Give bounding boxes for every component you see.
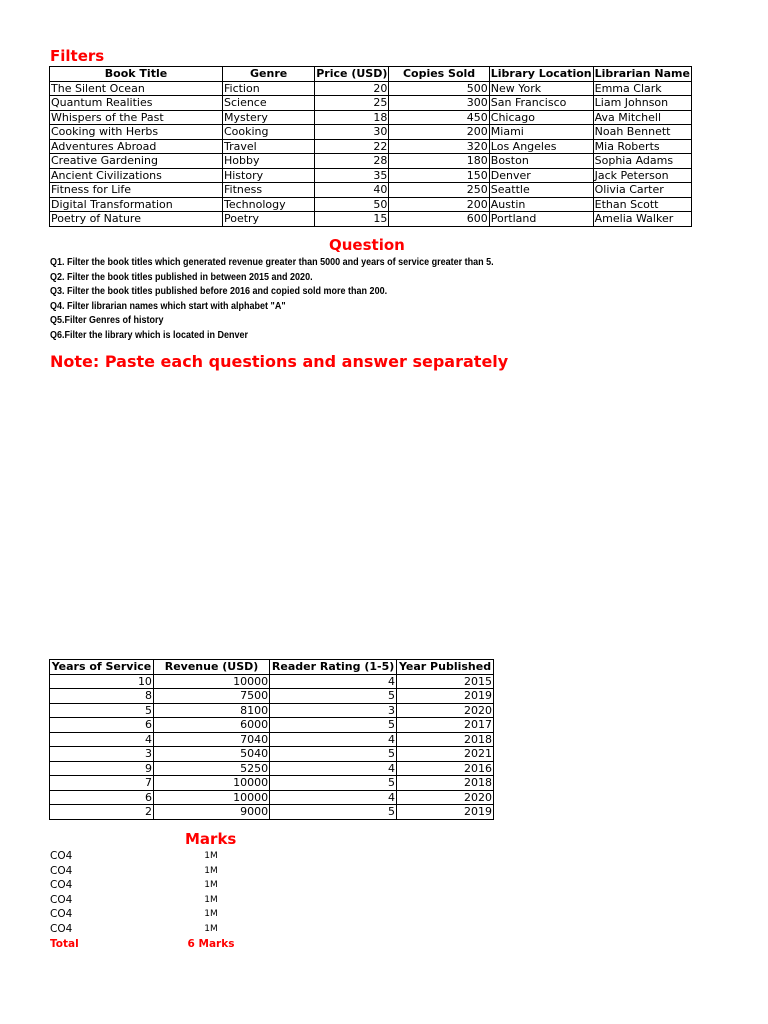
cell-book-title: Creative Gardening [50, 154, 223, 169]
cell-librarian-name: Olivia Carter [593, 183, 691, 198]
marks-co-list [50, 849, 79, 951]
book-table [49, 66, 692, 227]
col-header-revenue: Revenue (USD) [153, 660, 269, 675]
table-row [50, 747, 494, 762]
cell-revenue: 5040 [153, 747, 269, 762]
cell-library-location: New York [489, 81, 593, 96]
cell-copies-sold: 200 [389, 125, 489, 140]
cell-library-location: Austin [489, 197, 593, 212]
table-row [50, 674, 494, 689]
cell-revenue: 6000 [153, 718, 269, 733]
cell-librarian-name: Noah Bennett [593, 125, 691, 140]
cell-year-published: 2016 [397, 761, 494, 776]
table-row [50, 805, 494, 820]
mark-co-label: CO4 [50, 864, 73, 877]
cell-genre: Hobby [222, 154, 314, 169]
question-item: Q6.Filter the library which is located in Denver [50, 329, 249, 341]
cell-reader-rating: 5 [270, 718, 397, 733]
cell-year-published: 2020 [397, 703, 494, 718]
cell-price: 22 [315, 139, 389, 154]
cell-reader-rating: 4 [270, 732, 397, 747]
cell-revenue: 10000 [153, 674, 269, 689]
cell-genre: History [222, 168, 314, 183]
cell-price: 35 [315, 168, 389, 183]
cell-book-title: The Silent Ocean [50, 81, 223, 96]
mark-co-label: CO4 [50, 850, 73, 862]
cell-year-published: 2019 [397, 689, 494, 704]
cell-reader-rating: 5 [270, 776, 397, 791]
mark-value: 1M [204, 894, 218, 905]
cell-reader-rating: 5 [270, 747, 397, 762]
mark-value: 1M [204, 880, 218, 891]
cell-price: 25 [315, 96, 389, 111]
cell-reader-rating: 4 [270, 674, 397, 689]
cell-librarian-name: Liam Johnson [593, 96, 691, 111]
mark-co-label: CO4 [50, 922, 73, 935]
col-header-reader-rating: Reader Rating (1-5) [270, 660, 397, 675]
cell-years-of-service: 8 [50, 689, 154, 704]
cell-library-location: Los Angeles [489, 139, 593, 154]
cell-librarian-name: Mia Roberts [593, 139, 691, 154]
cell-price: 30 [315, 125, 389, 140]
cell-years-of-service: 6 [50, 790, 154, 805]
question-heading: Question [329, 236, 405, 254]
cell-library-location: Portland [489, 212, 593, 227]
cell-genre: Science [222, 96, 314, 111]
service-table [49, 659, 494, 820]
cell-book-title: Whispers of the Past [50, 110, 223, 125]
cell-copies-sold: 450 [389, 110, 489, 125]
cell-copies-sold: 180 [389, 154, 489, 169]
cell-book-title: Poetry of Nature [50, 212, 223, 227]
table-row [50, 183, 692, 198]
cell-price: 18 [315, 110, 389, 125]
cell-library-location: Chicago [489, 110, 593, 125]
cell-copies-sold: 250 [389, 183, 489, 198]
cell-year-published: 2021 [397, 747, 494, 762]
table-row [50, 212, 692, 227]
cell-genre: Technology [222, 197, 314, 212]
cell-price: 40 [315, 183, 389, 198]
cell-library-location: Miami [489, 125, 593, 140]
cell-year-published: 2018 [397, 776, 494, 791]
table-row [50, 125, 692, 140]
cell-revenue: 7500 [153, 689, 269, 704]
cell-library-location: Denver [489, 168, 593, 183]
cell-years-of-service: 3 [50, 747, 154, 762]
cell-library-location: Seattle [489, 183, 593, 198]
table-row [50, 689, 494, 704]
question-item: Q3. Filter the book titles published before 2016 and copied sold more than 200. [50, 286, 388, 298]
col-header-price: Price (USD) [316, 67, 388, 80]
total-label: Total [50, 937, 79, 950]
cell-years-of-service: 2 [50, 805, 154, 820]
cell-year-published: 2020 [397, 790, 494, 805]
mark-co-label: CO4 [50, 893, 73, 906]
table-row [50, 776, 494, 791]
cell-book-title: Ancient Civilizations [50, 168, 223, 183]
mark-co-label: CO4 [50, 908, 73, 921]
table-row [50, 96, 692, 111]
col-header-librarian-name: Librarian Name [594, 67, 690, 80]
col-header-year-published: Year Published [397, 660, 494, 675]
col-header-genre: Genre [222, 67, 314, 82]
cell-book-title: Fitness for Life [50, 183, 223, 198]
cell-copies-sold: 600 [389, 212, 489, 227]
cell-year-published: 2015 [397, 674, 494, 689]
cell-reader-rating: 3 [270, 703, 397, 718]
col-header-library-location: Library Location [490, 67, 592, 80]
mark-co-label: CO4 [50, 879, 73, 892]
cell-librarian-name: Jack Peterson [593, 168, 691, 183]
cell-years-of-service: 5 [50, 703, 154, 718]
mark-value: 1M [204, 851, 218, 861]
table-row [50, 732, 494, 747]
table-row [50, 110, 692, 125]
cell-librarian-name: Ethan Scott [593, 197, 691, 212]
table-row [50, 718, 494, 733]
question-item: Q5.Filter Genres of history [50, 315, 164, 327]
questions-list [50, 256, 662, 344]
col-header-copies-sold: Copies Sold [389, 67, 489, 82]
table-row [50, 168, 692, 183]
question-item: Q4. Filter librarian names which start with alphabet "A" [50, 300, 286, 312]
question-item: Q2. Filter the book titles published in between 2015 and 2020. [50, 271, 313, 283]
cell-reader-rating: 4 [270, 790, 397, 805]
cell-copies-sold: 300 [389, 96, 489, 111]
question-item: Q1. Filter the book titles which generated revenue greater than 5000 and years of service greater than 5. [50, 257, 494, 268]
cell-price: 50 [315, 197, 389, 212]
cell-copies-sold: 320 [389, 139, 489, 154]
cell-book-title: Digital Transformation [50, 197, 223, 212]
book-table-header-row [50, 67, 692, 82]
cell-years-of-service: 4 [50, 732, 154, 747]
cell-reader-rating: 5 [270, 689, 397, 704]
filters-heading: Filters [50, 47, 105, 65]
col-header-book-title: Book Title [50, 67, 223, 82]
cell-librarian-name: Amelia Walker [593, 212, 691, 227]
cell-library-location: San Francisco [489, 96, 593, 111]
cell-librarian-name: Emma Clark [593, 81, 691, 96]
cell-copies-sold: 200 [389, 197, 489, 212]
cell-librarian-name: Sophia Adams [593, 154, 691, 169]
mark-value: 1M [204, 923, 218, 934]
mark-value: 1M [204, 865, 218, 876]
cell-price: 28 [315, 154, 389, 169]
cell-price: 20 [315, 81, 389, 96]
cell-revenue: 5250 [153, 761, 269, 776]
cell-genre: Mystery [222, 110, 314, 125]
cell-price: 15 [315, 212, 389, 227]
cell-reader-rating: 5 [270, 805, 397, 820]
cell-genre: Cooking [222, 125, 314, 140]
cell-years-of-service: 7 [50, 776, 154, 791]
cell-revenue: 8100 [153, 703, 269, 718]
table-row [50, 81, 692, 96]
cell-copies-sold: 150 [389, 168, 489, 183]
cell-genre: Fiction [222, 81, 314, 96]
cell-revenue: 10000 [153, 776, 269, 791]
mark-value: 1M [204, 909, 218, 920]
cell-revenue: 7040 [153, 732, 269, 747]
cell-genre: Travel [222, 139, 314, 154]
cell-years-of-service: 6 [50, 718, 154, 733]
cell-library-location: Boston [489, 154, 593, 169]
service-table-header-row [50, 660, 494, 675]
table-row [50, 139, 692, 154]
cell-book-title: Adventures Abroad [50, 139, 223, 154]
total-value: 6 Marks [187, 937, 235, 950]
cell-genre: Fitness [222, 183, 314, 198]
marks-value-list [171, 849, 251, 951]
table-row [50, 197, 692, 212]
cell-years-of-service: 10 [50, 674, 154, 689]
col-header-years-of-service: Years of Service [50, 660, 154, 675]
cell-year-published: 2019 [397, 805, 494, 820]
note-text: Note: Paste each questions and answer separately [50, 352, 509, 371]
cell-revenue: 9000 [153, 805, 269, 820]
cell-book-title: Cooking with Herbs [50, 125, 223, 140]
cell-years-of-service: 9 [50, 761, 154, 776]
cell-copies-sold: 500 [389, 81, 489, 96]
table-row [50, 761, 494, 776]
cell-year-published: 2018 [397, 732, 494, 747]
table-row [50, 790, 494, 805]
marks-heading: Marks [185, 830, 237, 848]
cell-year-published: 2017 [397, 718, 494, 733]
cell-book-title: Quantum Realities [50, 96, 223, 111]
cell-librarian-name: Ava Mitchell [593, 110, 691, 125]
cell-reader-rating: 4 [270, 761, 397, 776]
table-row [50, 154, 692, 169]
cell-genre: Poetry [222, 212, 314, 227]
cell-revenue: 10000 [153, 790, 269, 805]
table-row [50, 703, 494, 718]
